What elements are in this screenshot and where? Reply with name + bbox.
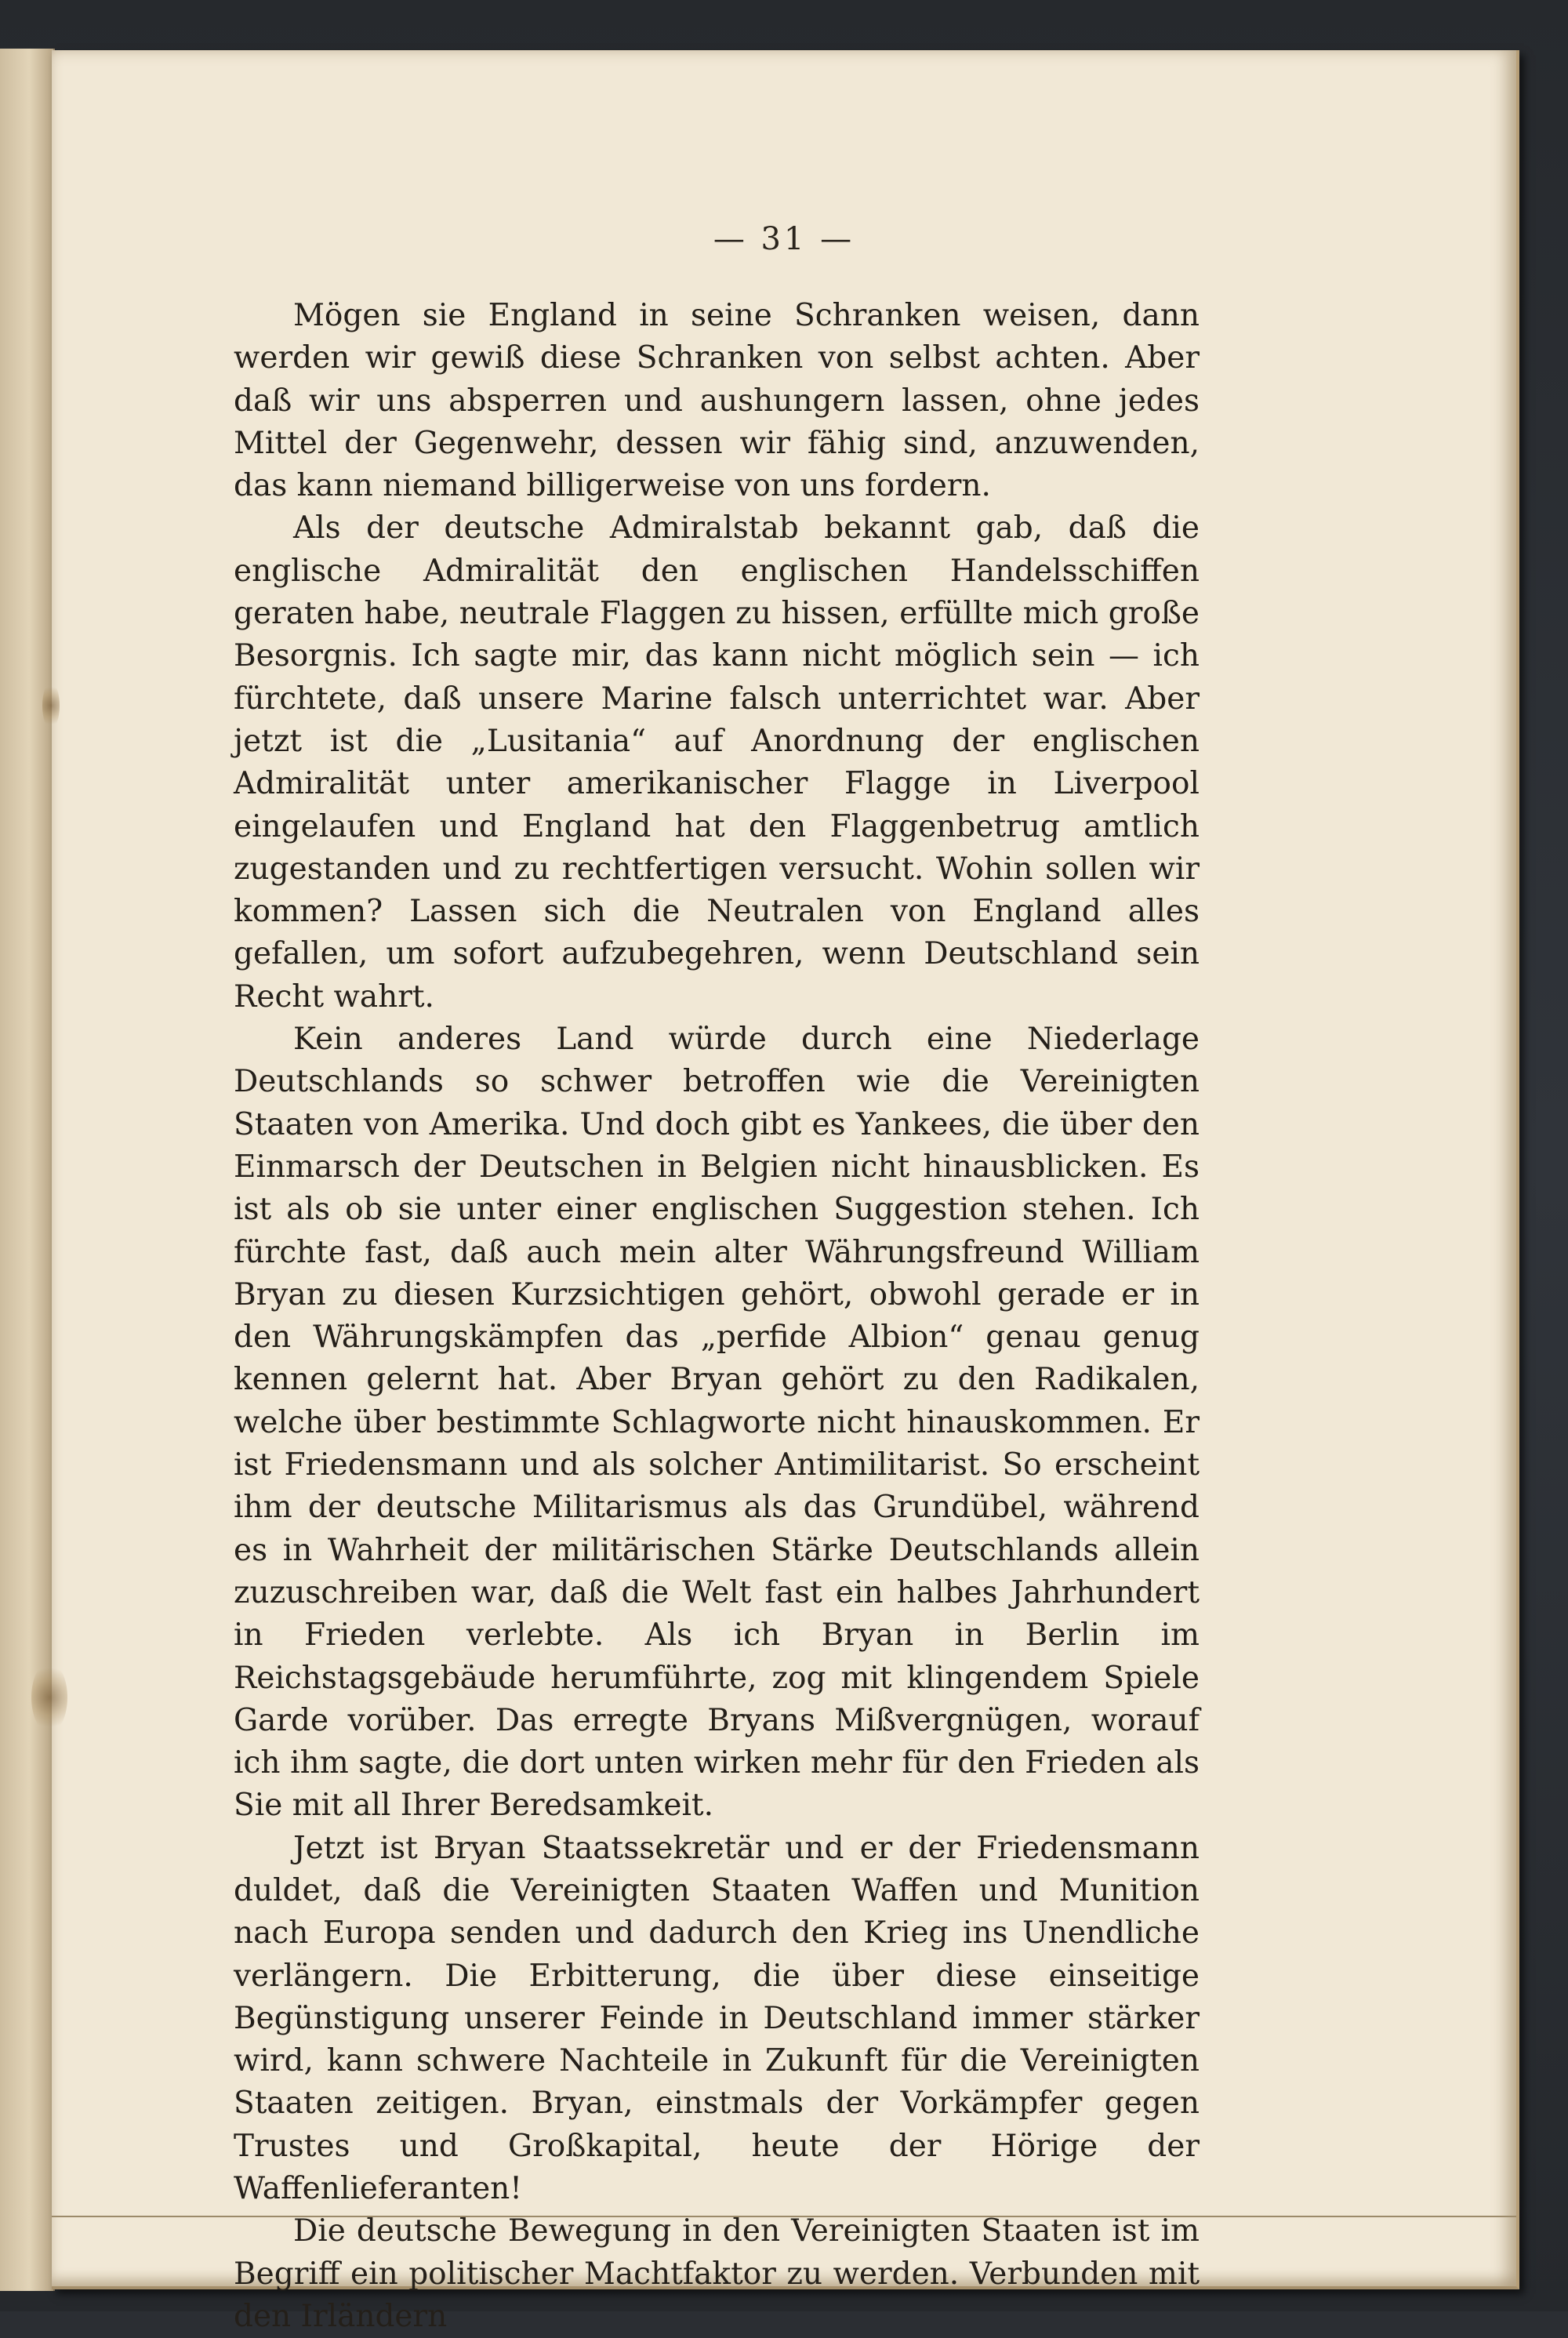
paragraph: Kein anderes Land würde durch eine Niederlage Deutschlands so schwer betroffen wie die Vereinigten Staaten von Amerika. Und doch gibt es Yankees, die über den Einmarsch der Deutschen in Belgien nicht hinausblicken. Es ist als ob sie unter einer englischen Suggestion stehen. Ich fürchte fast, daß auch mein alter Währungsfreund William Bryan zu diesen Kurzsichtigen gehört, obwohl gerade er in den Währungskämpfen das „perfide Albion“ genau genug kennen gelernt hat. Aber Bryan gehört zu den Radikalen, welche über bestimmte Schlagworte nicht hinauskommen. Er ist Friedensmann und als solcher Antimilitarist. So erscheint ihm der deutsche Militarismus als das Grundübel, während es in Wahrheit der militärischen Stärke Deutschlands allein zuzuschreiben war, daß die Welt fast ein halbes Jahrhundert in Frieden verlebte. Als ich Bryan in Berlin im Reichstagsgebäude herumführte, zog mit klingendem Spiele Garde vorüber. Das erregte Bryans Mißvergnügen, worauf ich ihm sagte, die dort unten wirken mehr für den Frieden als Sie mit all Ihrer Beredsamkeit. [234,1022,1200,1824]
paragraph: Mögen sie England in seine Schranken weisen, dann werden wir gewiß diese Schranken von selbst achten. Aber daß wir uns absperren und aushungern lassen, ohne jedes Mittel der Gegenwehr, dessen wir fähig sind, anzuwenden, das kann niemand billigerweise von uns fordern. [234,298,1200,504]
body-text [234,295,1200,2338]
page-number: — 31 — [713,221,855,257]
paragraph: Die deutsche Bewegung in den Vereinigten Staaten ist im Begriff ein politischer Machtfaktor zu werden. Verbunden mit den Irländern [234,2213,1200,2334]
paragraph: Jetzt ist Bryan Staatssekretär und er der Friedensmann duldet, daß die Vereinigten Staaten Waffen und Munition nach Europa senden und dadurch den Krieg ins Unendliche verlängern. Die Erbitterung, die über diese einseitige Begünstigung unserer Feinde in Deutschland immer stärker wird, kann schwere Nachteile in Zukunft für die Vereinigten Staaten zeitigen. Bryan, einstmals der Vorkämpfer gegen Trustes und Großkapital, heute der Hörige der Waffenlieferanten! [234,1830,1200,2207]
facing-page-edge [0,49,55,2291]
paragraph: Als der deutsche Admiralstab bekannt gab, daß die englische Admiralität den englischen Handelsschiffen geraten habe, neutrale Flaggen zu hissen, erfüllte mich große Besorgnis. Ich sagte mir, das kann nicht möglich sein — ich fürchtete, daß unsere Marine falsch unterrichtet war. Aber jetzt ist die „Lusitania“ auf Anordnung der englischen Admiralität unter amerikanischer Flagge in Liverpool eingelaufen und England hat den Flaggenbetrug amtlich zugestanden und zu rechtfertigen versucht. Wohin sollen wir kommen? Lassen sich die Neutralen von England alles gefallen, um sofort aufzubegehren, wenn Deutschland sein Recht wahrt. [234,510,1200,1015]
page-stain [42,682,60,729]
page-stain [31,1662,67,1733]
